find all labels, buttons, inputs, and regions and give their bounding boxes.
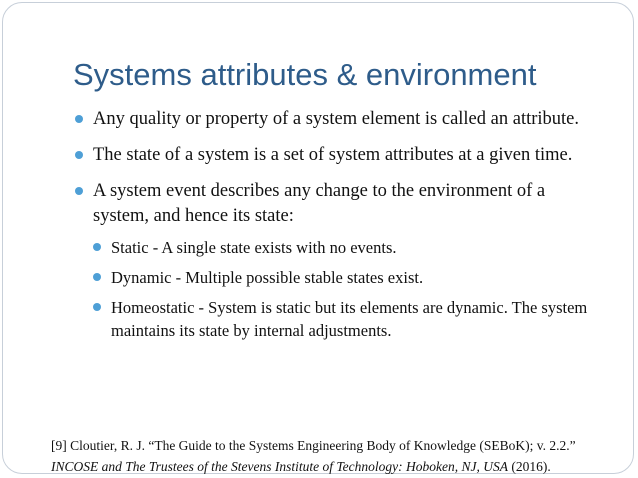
bullet-dot-icon <box>75 151 83 159</box>
sub-bullet-item <box>93 236 605 259</box>
bullet-dot-icon <box>93 303 101 311</box>
bullet-dot-icon <box>75 187 83 195</box>
bullet-item <box>75 143 605 168</box>
sub-bullet-item <box>93 266 605 289</box>
bullet-dot-icon <box>93 273 101 281</box>
sub-bullet-item <box>93 296 605 342</box>
bullet-dot-icon <box>75 115 83 123</box>
citation-prefix: [9] Cloutier, R. J. “The Guide to the Systems Engineering Body of Knowledge (SEBoK); v. 2.2.” <box>51 438 576 453</box>
bullet-dot-icon <box>93 243 101 251</box>
sub-bullet-text: Homeostatic - System is static but its elements are dynamic. The system maintains its state by internal adjustments. <box>111 298 588 340</box>
bullet-list <box>75 107 605 349</box>
citation-suffix: (2016). <box>507 459 551 474</box>
bullet-text: A system event describes any change to the environment of a system, and hence its state: <box>93 181 546 226</box>
sub-bullet-text: Dynamic - Multiple possible stable states exist. <box>111 268 424 287</box>
bullet-text: Any quality or property of a system element is called an attribute. <box>93 109 579 129</box>
citation <box>51 435 611 477</box>
sub-bullet-list <box>75 236 605 342</box>
citation-publisher: INCOSE and The Trustees of the Stevens Institute of Technology: Hoboken, NJ, USA <box>51 459 508 474</box>
sub-bullet-text: Static - A single state exists with no events. <box>111 238 397 257</box>
bullet-item <box>75 179 605 229</box>
slide-title: Systems attributes & environment <box>73 57 537 92</box>
bullet-text: The state of a system is a set of system attributes at a given time. <box>93 145 573 165</box>
slide <box>2 2 634 474</box>
bullet-item <box>75 107 605 132</box>
